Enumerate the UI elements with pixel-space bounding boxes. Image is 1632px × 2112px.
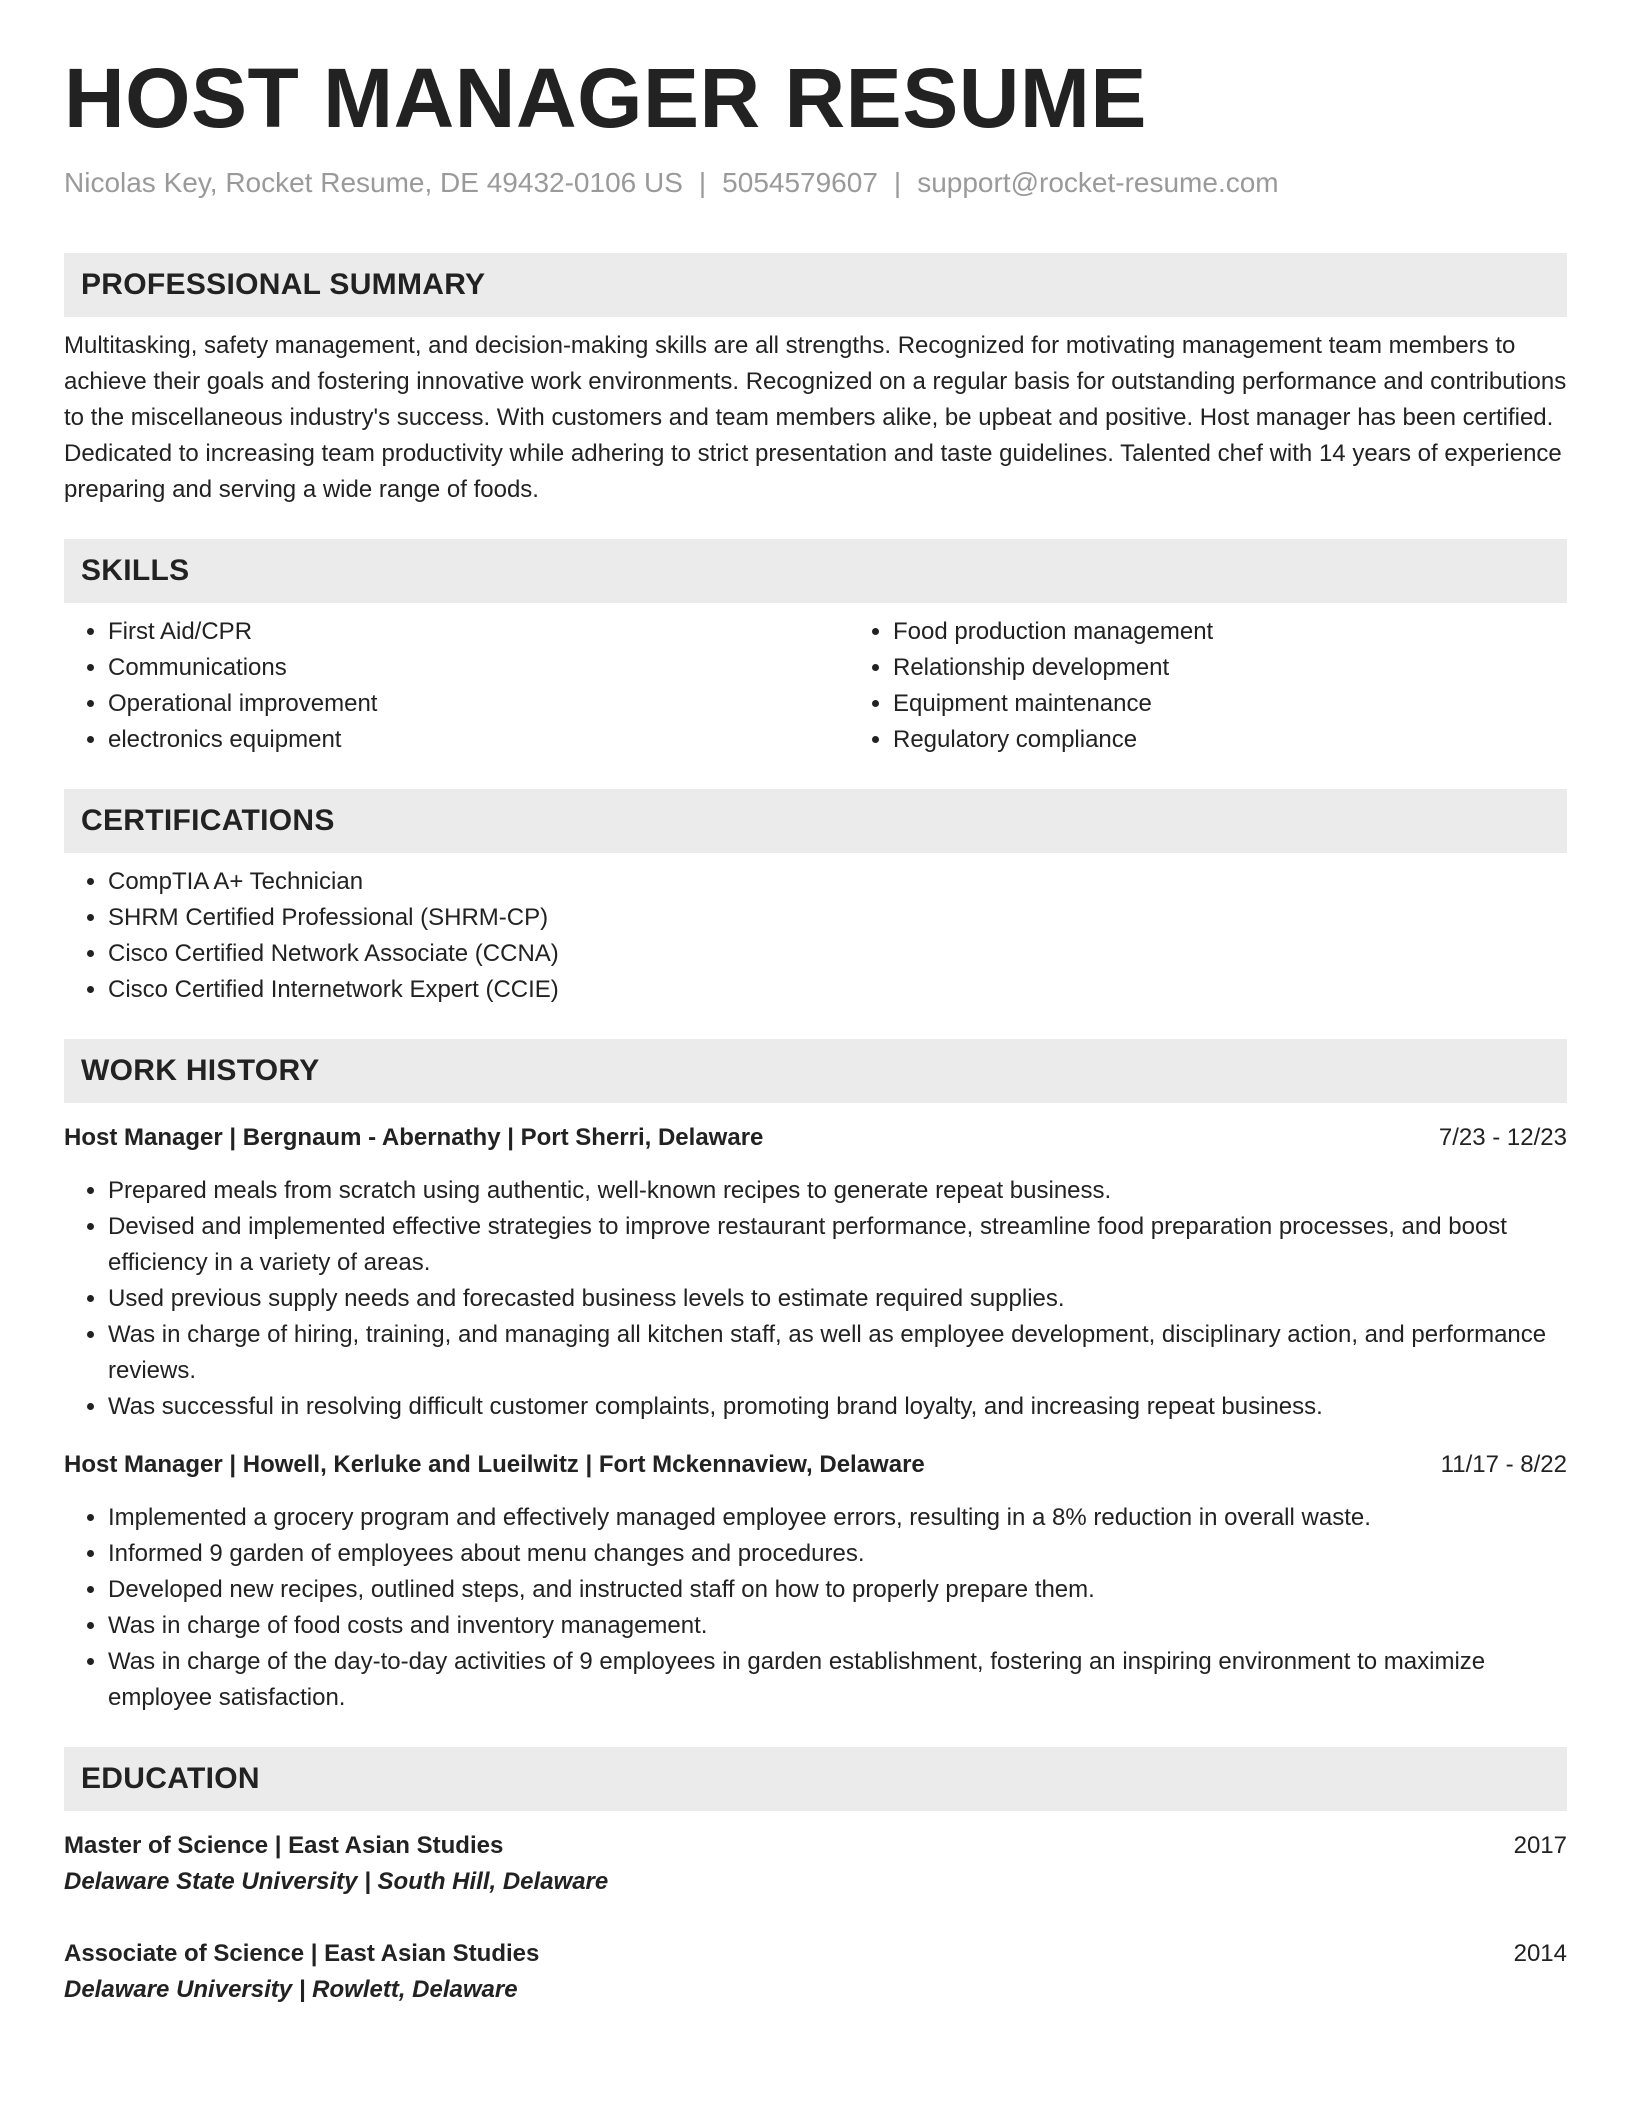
certification-item: • Cisco Certified Network Associate (CCNA): [108, 936, 1567, 972]
education-degree: Associate of Science | East Asian Studies: [64, 1939, 540, 1967]
section-header-work-history: WORK HISTORY: [64, 1039, 1567, 1103]
job-entry: [64, 1447, 1567, 1716]
education-year: 2014: [1513, 1939, 1567, 1967]
section-header-education: EDUCATION: [64, 1747, 1567, 1811]
education-school: Delaware State University | South Hill, Delaware: [64, 1867, 609, 1895]
job-bullet: • Was in charge of the day-to-day activities of 9 employees in garden establishment, fostering an inspiring environment to maximize employee satisfaction.: [108, 1644, 1567, 1716]
job-entry: [64, 1120, 1567, 1425]
job-bullet: • Was in charge of hiring, training, and managing all kitchen staff, as well as employee development, disciplinary action, and performance reviews.: [108, 1317, 1567, 1389]
job-bullet: • Used previous supply needs and forecasted business levels to estimate required supplies.: [108, 1281, 1567, 1317]
skill-item: • First Aid/CPR: [108, 614, 849, 650]
section-header-summary: PROFESSIONAL SUMMARY: [64, 253, 1567, 317]
job-bullet: • Was successful in resolving difficult customer complaints, promoting brand loyalty, and increasing repeat business.: [108, 1389, 1567, 1425]
job-header: [64, 1120, 1567, 1156]
skills-list: [64, 614, 1567, 758]
job-bullet: • Developed new recipes, outlined steps, and instructed staff on how to properly prepare them.: [108, 1572, 1567, 1608]
section-header-skills: SKILLS: [64, 539, 1567, 603]
education-header: [64, 1936, 1567, 1972]
education-school: Delaware University | Rowlett, Delaware: [64, 1975, 518, 2003]
job-dates: 7/23 - 12/23: [1438, 1123, 1567, 1151]
skill-item: • Food production management: [893, 614, 1632, 650]
job-header: [64, 1447, 1567, 1483]
job-bullets: [64, 1173, 1567, 1425]
skills-column-right: [849, 614, 1632, 758]
skill-item: • Regulatory compliance: [893, 722, 1632, 758]
contact-separator: |: [893, 167, 902, 198]
resume-page: [64, 51, 1567, 2008]
job-title: Host Manager | Howell, Kerluke and Lueilwitz | Fort Mckennaview, Delaware: [64, 1450, 925, 1478]
education-degree: Master of Science | East Asian Studies: [64, 1831, 504, 1859]
contact-separator: |: [698, 167, 707, 198]
job-bullet: • Prepared meals from scratch using authentic, well-known recipes to generate repeat business.: [108, 1173, 1567, 1209]
education-header: [64, 1828, 1567, 1864]
contact-phone: 5054579607: [722, 167, 878, 198]
job-bullet: • Implemented a grocery program and effectively managed employee errors, resulting in a 8% reduction in overall waste.: [108, 1500, 1567, 1536]
job-title: Host Manager | Bergnaum - Abernathy | Port Sherri, Delaware: [64, 1123, 764, 1151]
education-entry: [64, 1828, 1567, 1900]
contact-line: [64, 166, 1567, 200]
education-year: 2017: [1513, 1831, 1567, 1859]
job-bullet: • Informed 9 garden of employees about menu changes and procedures.: [108, 1536, 1567, 1572]
resume-title: HOST MANAGER RESUME: [64, 51, 1147, 145]
skills-column-left: [64, 614, 849, 758]
job-bullet: • Devised and implemented effective strategies to improve restaurant performance, streamline food preparation processes, and boost efficiency in a variety of areas.: [108, 1209, 1567, 1281]
certification-item: • Cisco Certified Internetwork Expert (CCIE): [108, 972, 1567, 1008]
skill-item: • Equipment maintenance: [893, 686, 1632, 722]
education-entry: [64, 1936, 1567, 2008]
job-bullets: [64, 1500, 1567, 1716]
skill-item: • Communications: [108, 650, 849, 686]
certification-item: • SHRM Certified Professional (SHRM-CP): [108, 900, 1567, 936]
skill-item: • Relationship development: [893, 650, 1632, 686]
contact-address: Nicolas Key, Rocket Resume, DE 49432-0106 US: [64, 167, 683, 198]
skill-item: • electronics equipment: [108, 722, 849, 758]
job-dates: 11/17 - 8/22: [1440, 1450, 1567, 1478]
certifications-list: [64, 864, 1567, 1008]
job-bullet: • Was in charge of food costs and inventory management.: [108, 1608, 1567, 1644]
summary-text: Multitasking, safety management, and decision-making skills are all strengths. Recognized for motivating management team members to achieve their goals and fostering innovative work environments. Recognized on a regular basis for outstanding performance and contributions to the miscellaneous industry's success. With customers and team members alike, be upbeat and positive. Host manager has been certified. Dedicated to increasing team productivity while adhering to strict presentation and taste guidelines. Talented chef with 14 years of experience preparing and serving a wide range of foods.: [64, 331, 1567, 503]
skill-item: • Operational improvement: [108, 686, 849, 722]
certification-item: • CompTIA A+ Technician: [108, 864, 1567, 900]
section-header-certifications: CERTIFICATIONS: [64, 789, 1567, 853]
contact-email: support@rocket-resume.com: [917, 167, 1279, 198]
